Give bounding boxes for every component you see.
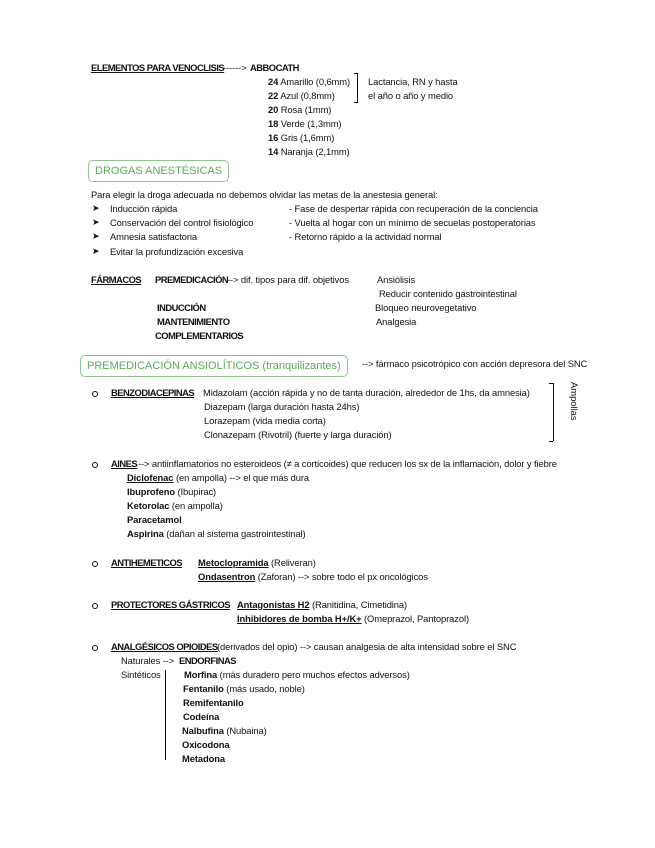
protector-item: Antagonistas H2 (Ranitidina, Cimetidina) [237, 599, 408, 610]
arrow-bullet-icon: ➤ [92, 203, 100, 213]
goal-item: Amnesia satisfactoria [110, 231, 197, 242]
objective-item: Bloqueo neurovegetativo [375, 302, 477, 313]
objective-item: Ansiólisis [377, 274, 416, 285]
farmacos-label: FÁRMACOS [91, 274, 142, 285]
venoclisis-arrow: ------> [223, 62, 247, 73]
venoclisis-title: ELEMENTOS PARA VENOCLISIS [91, 62, 225, 73]
circle-bullet-icon [92, 391, 98, 397]
benzodiacepinas-label: BENZODIACEPINAS [111, 387, 195, 398]
opioide-item: Morfina (más duradero pero muchos efectos adversos) [184, 669, 410, 680]
circle-bullet-icon [92, 603, 98, 609]
catheter-item: 24 Amarillo (0,6mm) [268, 76, 350, 87]
induccion-label: INDUCCIÓN [157, 302, 206, 313]
arrow-bullet-icon: ➤ [92, 217, 100, 227]
opioide-item: Metadona [182, 753, 225, 764]
benzo-item: Midazolam (acción rápida y no de tanta duración, alrededor de 1hs, da amnesia) [203, 387, 530, 398]
premed-note: --> fármaco psicotrópico con acción depresora del SNC [362, 358, 588, 369]
goal-item: - Vuelta al hogar con un mínimo de secuelas postoperatorias [289, 217, 536, 228]
endorfinas-label: ENDORFINAS [179, 655, 236, 666]
catheter-item: 16 Gris (1,6mm) [268, 132, 335, 143]
drogas-heading: DROGAS ANESTÉSICAS [88, 160, 229, 182]
sinteticos-label: Sintéticos [121, 669, 161, 680]
catheter-note-2: el año o año y medio [368, 90, 454, 101]
opioide-item: Fentanilo (más usado, noble) [183, 683, 305, 694]
opioides-desc: (derivados del opio) --> causan analgesia de alta intensidad sobre el SNC [217, 641, 517, 652]
objective-item: Analgesia [376, 316, 417, 327]
opioide-item: Codeína [183, 711, 220, 722]
aines-item: Ketorolac (en ampolla) [127, 500, 223, 511]
arrow-bullet-icon: ➤ [92, 246, 100, 256]
protector-item: Inhibidores de bomba H+/K+ (Omeprazol, Pantoprazol) [237, 613, 469, 624]
complementarios-label: COMPLEMENTARIOS [155, 330, 244, 341]
ampollas-label: Ampollas [569, 382, 580, 421]
aines-item: Paracetamol [127, 514, 182, 525]
drogas-intro: Para elegir la droga adecuada no debemos olvidar las metas de la anestesia general: [91, 189, 438, 200]
circle-bullet-icon [92, 561, 98, 567]
benzo-item: Clonazepam (Rivotril) (fuerte y larga duración) [204, 429, 392, 440]
opioides-label: ANALGÉSICOS OPIOIDES [111, 641, 218, 652]
benzo-item: Lorazepam (vida media corta) [204, 415, 326, 426]
catheter-item: 22 Azul (0,8mm) [268, 90, 335, 101]
objective-item: Reducir contenido gastrointestinal [379, 288, 517, 299]
aines-item: Ibuprofeno (Ibupirac) [127, 486, 217, 497]
premed-heading: PREMEDICACIÓN ANSIOLÍTICOS (tranquilizantes) [80, 355, 348, 377]
opioide-item: Oxicodona [182, 739, 230, 750]
antiemetico-item: Ondasentron (Zaforan) --> sobre todo el px oncológicos [198, 571, 428, 582]
abbocath-label: ABBOCATH [250, 62, 299, 73]
goal-item: Inducción rápida [110, 203, 178, 214]
antiemetico-item: Metoclopramida (Reliveran) [198, 557, 316, 568]
aines-item: Aspirina (dañan al sistema gastrointestinal) [127, 528, 306, 539]
arrow-bullet-icon: ➤ [92, 231, 100, 241]
catheter-note-1: Lactancia, RN y hasta [368, 76, 458, 87]
catheter-item: 18 Verde (1,3mm) [268, 118, 342, 129]
goal-item: - Fase de despertar rápida con recuperación de la conciencia [289, 203, 538, 214]
naturales-label: Naturales --> [121, 655, 175, 666]
mantenimiento-label: MANTENIMIENTO [157, 316, 230, 327]
premedicacion-note: --> dif. tipos para dif. objetivos [227, 274, 349, 285]
sinteticos-bracket [165, 670, 166, 760]
opioide-item: Nalbufina (Nubaina) [182, 725, 267, 736]
aines-label: AINES [111, 458, 138, 469]
circle-bullet-icon [92, 645, 98, 651]
benzo-item: Diazepam (larga duración hasta 24hs) [204, 401, 360, 412]
aines-desc: --> antiinflamatorios no esteroideos (≠ a corticoides) que reducen los sx de la inflamación, dolor y fiebre [138, 458, 557, 469]
circle-bullet-icon [92, 462, 98, 468]
goal-item: Conservación del control fisiológico [110, 217, 254, 228]
antiemeticos-label: ANTIHEMETICOS [111, 557, 183, 568]
catheter-item: 20 Rosa (1mm) [268, 104, 332, 115]
goal-item: Evitar la profundización excesiva [110, 246, 244, 257]
aines-item: Diclofenac (en ampolla) --> el que más dura [127, 472, 310, 483]
premedicacion-label: PREMEDICACIÓN [155, 274, 229, 285]
catheter-item: 14 Naranja (2,1mm) [268, 146, 350, 157]
protectores-label: PROTECTORES GÁSTRICOS [111, 599, 231, 610]
goal-item: - Retorno rápido a la actividad normal [289, 231, 442, 242]
opioide-item: Remifentanilo [183, 697, 244, 708]
